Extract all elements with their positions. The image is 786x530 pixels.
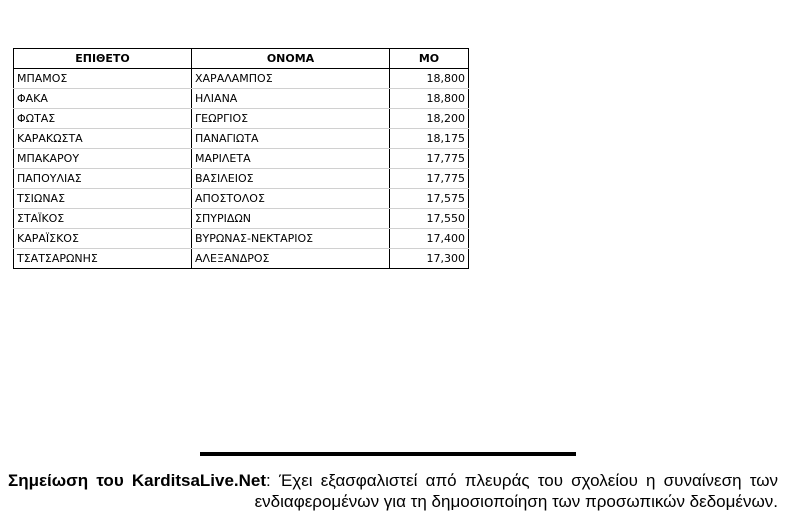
note-text: : Έχει εξασφαλιστεί από πλευράς του σχολείου η συναίνεση των ενδιαφερομένων για τη δημοσιοποίηση των προσωπικών δεδομένων. bbox=[254, 471, 778, 511]
table-row bbox=[14, 249, 469, 269]
grade-cell: 18,800 bbox=[390, 69, 469, 89]
grade-cell: 17,300 bbox=[390, 249, 469, 269]
surname-cell: ΦΑΚΑ bbox=[14, 89, 192, 109]
table-row bbox=[14, 149, 469, 169]
name-cell: ΣΠΥΡΙΔΩΝ bbox=[192, 209, 390, 229]
grade-cell: 18,800 bbox=[390, 89, 469, 109]
table-row bbox=[14, 69, 469, 89]
surname-cell: ΤΣΑΤΣΑΡΩΝΗΣ bbox=[14, 249, 192, 269]
table-row bbox=[14, 209, 469, 229]
grade-cell: 17,775 bbox=[390, 169, 469, 189]
name-cell: ΧΑΡΑΛΑΜΠΟΣ bbox=[192, 69, 390, 89]
name-cell: ΗΛΙΑΝΑ bbox=[192, 89, 390, 109]
surname-cell: ΚΑΡΑΪΣΚΟΣ bbox=[14, 229, 192, 249]
column-header-name: ΟΝΟΜΑ bbox=[192, 49, 390, 69]
surname-cell: ΜΠΑΚΑΡΟΥ bbox=[14, 149, 192, 169]
name-cell: ΒΑΣΙΛΕΙΟΣ bbox=[192, 169, 390, 189]
name-cell: ΓΕΩΡΓΙΟΣ bbox=[192, 109, 390, 129]
name-cell: ΒΥΡΩΝΑΣ-ΝΕΚΤΑΡΙΟΣ bbox=[192, 229, 390, 249]
surname-cell: ΜΠΑΜΟΣ bbox=[14, 69, 192, 89]
grade-cell: 18,200 bbox=[390, 109, 469, 129]
table-row bbox=[14, 109, 469, 129]
table-row bbox=[14, 189, 469, 209]
editor-note bbox=[8, 470, 778, 512]
surname-cell: ΣΤΑΪΚΟΣ bbox=[14, 209, 192, 229]
table-row bbox=[14, 169, 469, 189]
table-header-row bbox=[14, 49, 469, 69]
name-cell: ΜΑΡΙΛΕΤΑ bbox=[192, 149, 390, 169]
name-cell: ΑΛΕΞΑΝΔΡΟΣ bbox=[192, 249, 390, 269]
table-row bbox=[14, 89, 469, 109]
grades-table bbox=[13, 48, 469, 269]
name-cell: ΑΠΟΣΤΟΛΟΣ bbox=[192, 189, 390, 209]
table-row bbox=[14, 229, 469, 249]
surname-cell: ΤΣΙΩΝΑΣ bbox=[14, 189, 192, 209]
note-label: Σημείωση του KarditsaLive.Net bbox=[8, 471, 267, 490]
column-header-surname: ΕΠΙΘΕΤΟ bbox=[14, 49, 192, 69]
surname-cell: ΦΩΤΑΣ bbox=[14, 109, 192, 129]
surname-cell: ΚΑΡΑΚΩΣΤΑ bbox=[14, 129, 192, 149]
grade-cell: 17,775 bbox=[390, 149, 469, 169]
grade-cell: 17,550 bbox=[390, 209, 469, 229]
grade-cell: 18,175 bbox=[390, 129, 469, 149]
column-header-grade: ΜΟ bbox=[390, 49, 469, 69]
divider-line bbox=[200, 452, 576, 456]
table-row bbox=[14, 129, 469, 149]
grade-cell: 17,575 bbox=[390, 189, 469, 209]
surname-cell: ΠΑΠΟΥΛΙΑΣ bbox=[14, 169, 192, 189]
name-cell: ΠΑΝΑΓΙΩΤΑ bbox=[192, 129, 390, 149]
grade-cell: 17,400 bbox=[390, 229, 469, 249]
